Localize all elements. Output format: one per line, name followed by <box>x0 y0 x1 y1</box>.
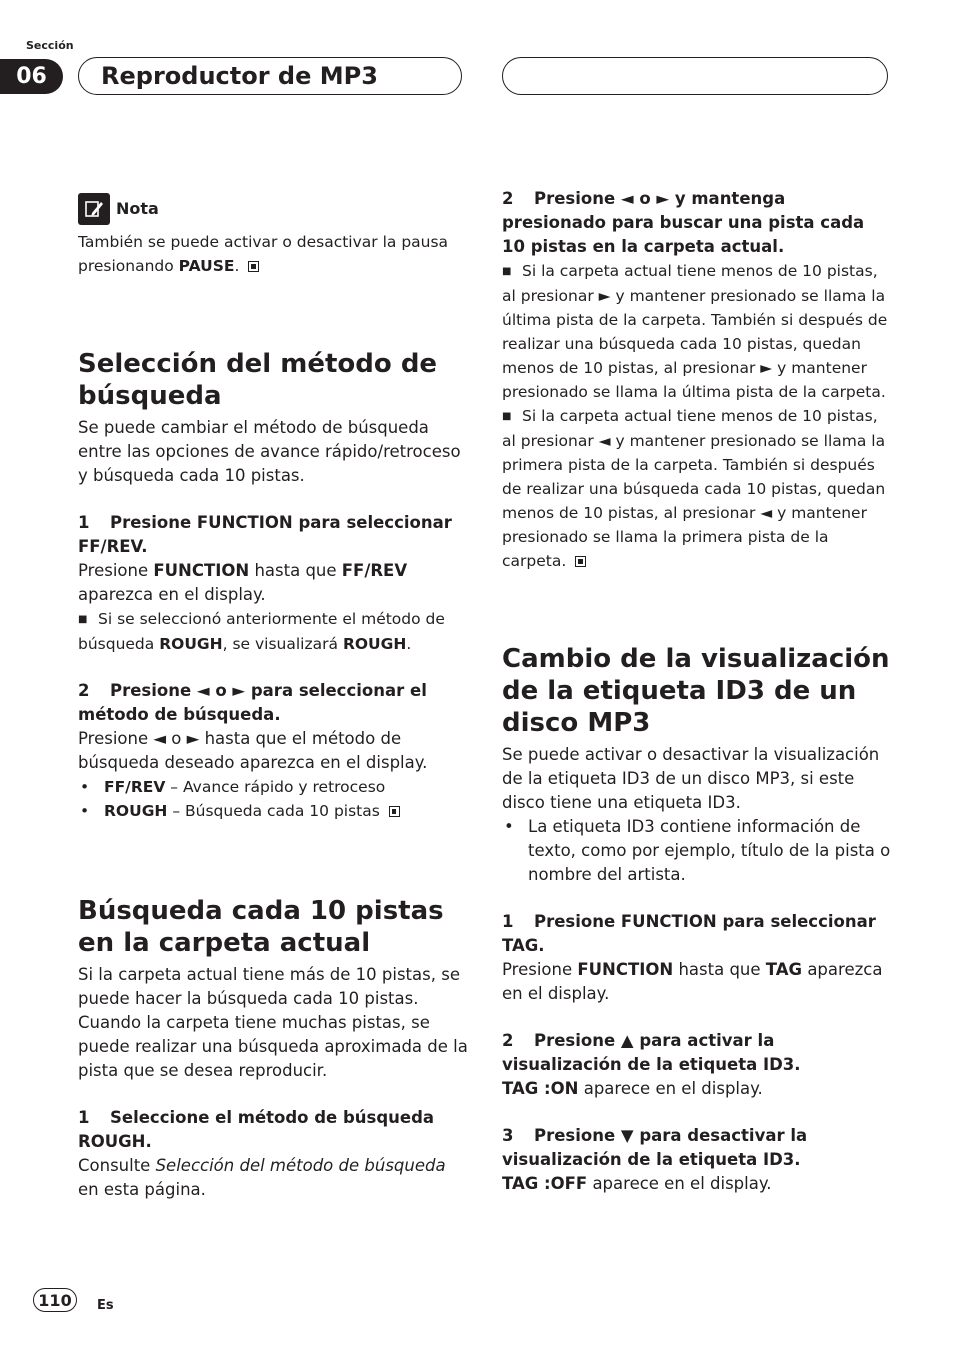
list-item: • La etiqueta ID3 contiene información de texto, como por ejemplo, título de la pista o nombre del artista. <box>504 817 891 884</box>
end-mark-icon <box>248 261 259 272</box>
step-heading: 1 Presione FUNCTION para seleccionar FF/REV. <box>78 513 452 556</box>
every10-intro: Si la carpeta actual tiene más de 10 pistas, se puede hacer la búsqueda cada 10 pistas. Cuando la carpeta tiene muchas pistas, se puede realizar una búsqueda aproximada de la pista que se desea reproducir. <box>78 965 468 1080</box>
bullet-icon: • <box>80 802 90 820</box>
end-mark-icon <box>389 806 400 817</box>
bullet-icon: • <box>504 817 514 836</box>
section-heading-search-method: Selección del método de búsqueda <box>78 349 438 411</box>
section-title: Reproductor de MP3 <box>101 62 378 90</box>
section-label: Sección <box>26 39 74 52</box>
list-item: • FF/REV – Avance rápido y retroceso <box>78 775 468 799</box>
step-body: Presione FUNCTION hasta que TAG aparezca en el display. <box>502 960 883 1003</box>
step-body: Consulte Selección del método de búsqueda en esta página. <box>78 1156 446 1199</box>
square-bullet-icon: ■ <box>502 411 512 422</box>
left-column <box>78 192 468 1202</box>
language-code: Es <box>97 1298 114 1313</box>
square-bullet-icon: ■ <box>78 614 88 625</box>
step-heading: 3 Presione ▼ para desactivar la visualización de la etiqueta ID3. <box>502 1126 808 1169</box>
step-body: Presione ◄ o ► hasta que el método de búsqueda deseado aparezca en el display. <box>78 729 428 772</box>
step-heading: 1 Presione FUNCTION para seleccionar TAG. <box>502 912 876 955</box>
list-item: • ROUGH – Búsqueda cada 10 pistas <box>78 799 468 823</box>
step-heading: 2 Presione ◄ o ► y mantenga presionado para buscar una pista cada 10 pistas en la carpeta actual. <box>502 189 865 256</box>
step-body: Presione FUNCTION hasta que FF/REV aparezca en el display. <box>78 561 408 604</box>
step-body: TAG :OFF aparece en el display. <box>502 1174 772 1193</box>
empty-header-pill <box>502 57 888 95</box>
options-list <box>78 775 468 823</box>
bullet-icon: • <box>80 778 90 796</box>
step-note: ■ Si la carpeta actual tiene menos de 10 pistas, al presionar ◄ y mantener presionado se llama la primera pista de la carpeta. También si después de realizar una búsqueda cada 10 pistas, quedan menos de 10 pistas, al presionar ◄ y mantener presionado se llama la primera pista de la carpeta. <box>502 407 886 570</box>
step-note: ■ Si la carpeta actual tiene menos de 10 pistas, al presionar ► y mantener presionado se llama la última pista de la carpeta. También si después de realizar una búsqueda cada 10 pistas, quedan menos de 10 pistas, al presionar ► y mantener presionado se llama la última pista de la carpeta. <box>502 262 888 401</box>
end-mark-icon <box>575 556 586 567</box>
note-block <box>78 192 468 278</box>
page-number: 110 <box>33 1288 77 1312</box>
pencil-note-icon <box>78 193 110 225</box>
section-number-badge: 06 <box>0 59 63 94</box>
note-label: Nota <box>116 199 159 218</box>
section-heading-id3: Cambio de la visualización de la etiqueta ID3 de un disco MP3 <box>502 644 890 738</box>
step-note: ■ Si se seleccionó anteriormente el método de búsqueda ROUGH, se visualizará ROUGH. <box>78 610 445 653</box>
step-heading: 1 Seleccione el método de búsqueda ROUGH. <box>78 1108 435 1151</box>
note-text: También se puede activar o desactivar la pausa presionando PAUSE. <box>78 233 449 275</box>
search-method-intro: Se puede cambiar el método de búsqueda entre las opciones de avance rápido/retroceso y búsqueda cada 10 pistas. <box>78 418 461 485</box>
section-heading-every10: Búsqueda cada 10 pistas en la carpeta actual <box>78 896 444 958</box>
step-body: TAG :ON aparece en el display. <box>502 1079 763 1098</box>
step-heading: 2 Presione ◄ o ► para seleccionar el método de búsqueda. <box>78 681 427 724</box>
square-bullet-icon: ■ <box>502 266 512 277</box>
step-heading: 2 Presione ▲ para activar la visualización de la etiqueta ID3. <box>502 1031 801 1074</box>
section-title-pill <box>78 57 462 95</box>
id3-intro: Se puede activar o desactivar la visualización de la etiqueta ID3 de un disco MP3, si este disco tiene una etiqueta ID3. <box>502 745 880 812</box>
right-column <box>502 187 892 1196</box>
